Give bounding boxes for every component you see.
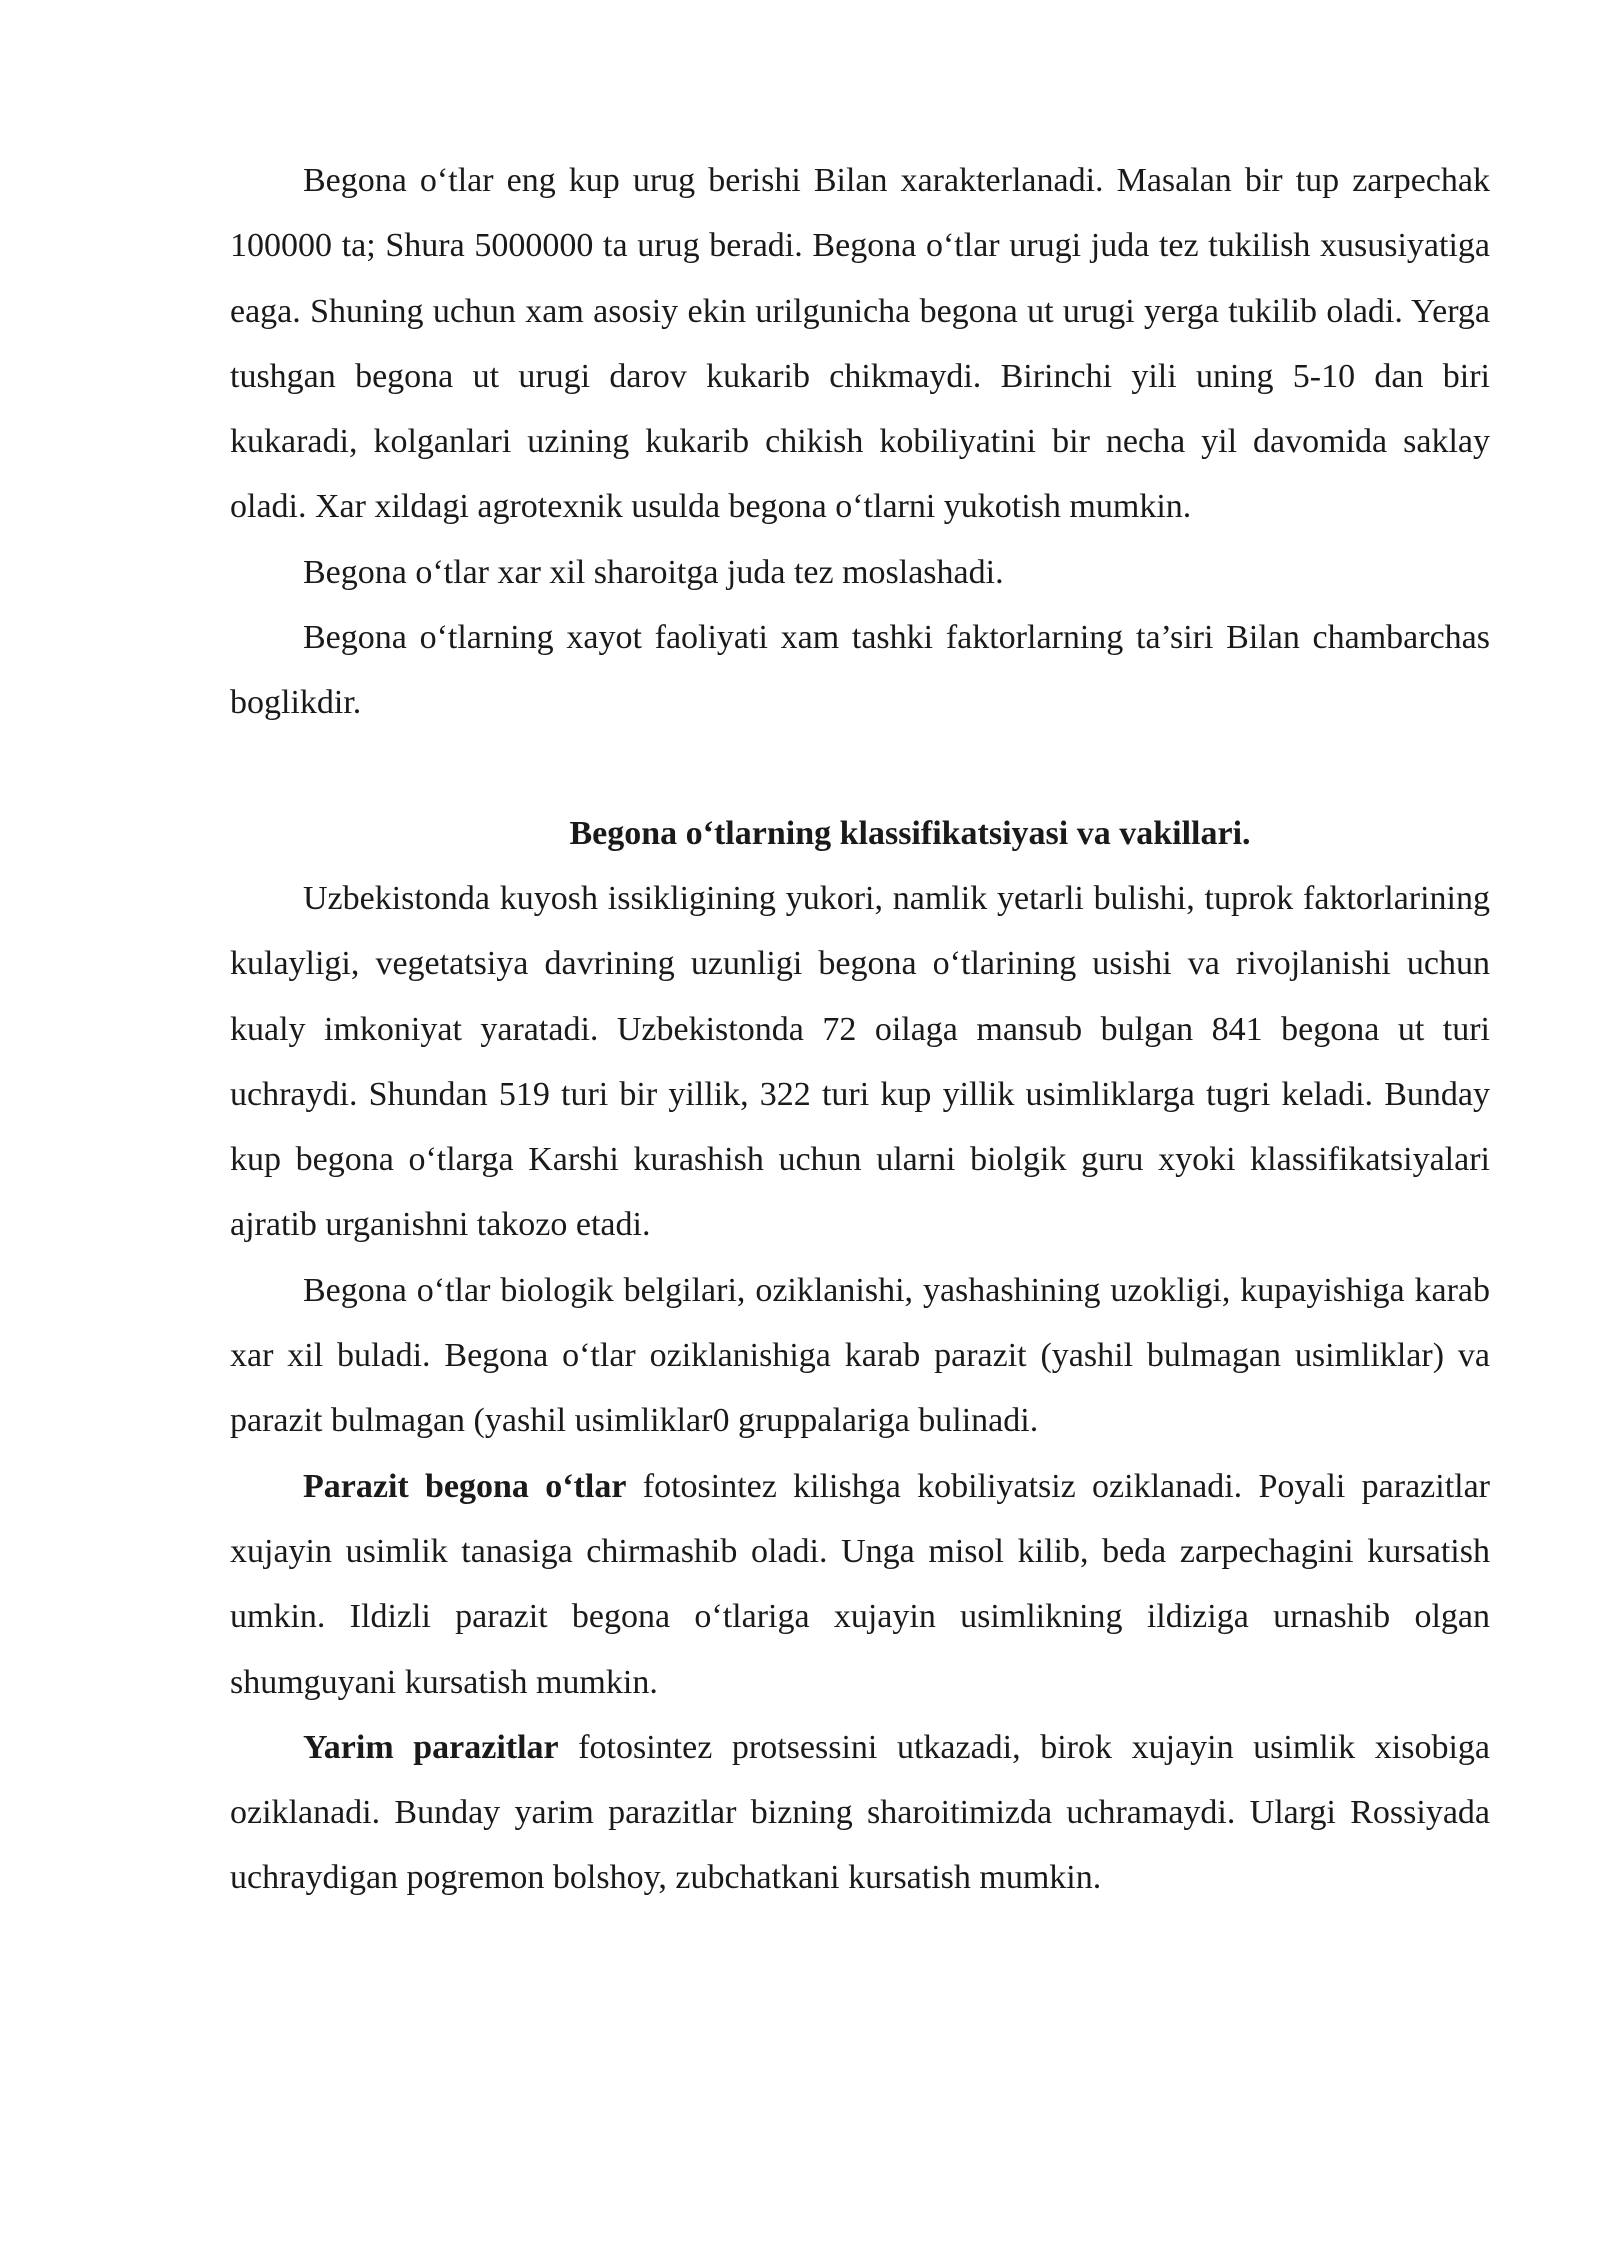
paragraph-parasitic-weeds	[230, 1454, 1490, 1715]
document-page	[230, 148, 1490, 1911]
term-semi-parasites: Yarim parazitlar	[303, 1728, 559, 1766]
paragraph-biological-groups: Begona o‘tlar biologik belgilari, oziklanishi, yashashining uzokligi, kupayishiga karab xar xil buladi. Begona o‘tlar oziklanishiga karab parazit (yashil bulmagan usimliklar) va parazit bulmagan (yashil usimliklar0 gruppalariga bulinadi.	[230, 1271, 1490, 1440]
section-spacer	[230, 736, 1490, 801]
semi-parasites-text: fotosintez protsessini utkazadi, birok xujayin usimlik xisobiga oziklanadi. Bunday yarim parazitlar bizning sharoitimizda uchramaydi. Ulargi Rossiyada uchraydigan pogremon bolshoy, zubchatkani kursatish mumkin.	[230, 1728, 1490, 1897]
paragraph-semi-parasites	[230, 1715, 1490, 1911]
parasitic-weeds-text: fotosintez kilishga kobiliyatsiz oziklanadi. Poyali parazitlar xujayin usimlik tanasiga chirmashib oladi. Unga misol kilib, beda zarpechagini kursatish umkin. Ildizli parazit begona o‘tlariga xujayin usimlikning ildiziga urnashib olgan shumguyani kursatish mumkin.	[230, 1467, 1491, 1701]
section-heading: Begona o‘tlarning klassifikatsiyasi va vakillari.	[569, 814, 1251, 852]
term-parasitic-weeds: Parazit begona o‘tlar	[303, 1467, 627, 1505]
paragraph-adaptation: Begona o‘tlar xar xil sharoitga juda tez moslashadi.	[303, 553, 1004, 591]
paragraph-seed-production: Begona o‘tlar eng kup urug berishi Bilan xarakterlanadi. Masalan bir tup zarpechak 100000 ta; Shura 5000000 ta urug beradi. Begona o‘tlar urugi juda tez tukilish xususiyatiga eaga. Shuning uchun xam asosiy ekin urilgunicha begona ut urugi yerga tukilib oladi. Yerga tushgan begona ut urugi darov kukarib chikmaydi. Birinchi yili uning 5-10 dan biri kukaradi, kolganlari uzining kukarib chikish kobiliyatini bir necha yil davomida saklay oladi. Xar xildagi agrotexnik usulda begona o‘tlarni yukotish mumkin.	[230, 162, 1490, 526]
paragraph-uzbekistan-weeds: Uzbekistonda kuyosh issikligining yukori, namlik yetarli bulishi, tuprok faktorlarining kulayligi, vegetatsiya davrining uzunligi begona o‘tlarining usishi va rivojlanishi uchun kualy imkoniyat yaratadi. Uzbekistonda 72 oilaga mansub bulgan 841 begona ut turi uchraydi. Shundan 519 turi bir yillik, 322 turi kup yillik usimliklarga tugri keladi. Bunday kup begona o‘tlarga Karshi kurashish uchun ularni biolgik guru xyoki klassifikatsiyalari ajratib urganishni takozo etadi.	[230, 879, 1490, 1244]
paragraph-external-factors: Begona o‘tlarning xayot faoliyati xam tashki faktorlarning ta’siri Bilan chambarchas boglikdir.	[230, 619, 1490, 722]
